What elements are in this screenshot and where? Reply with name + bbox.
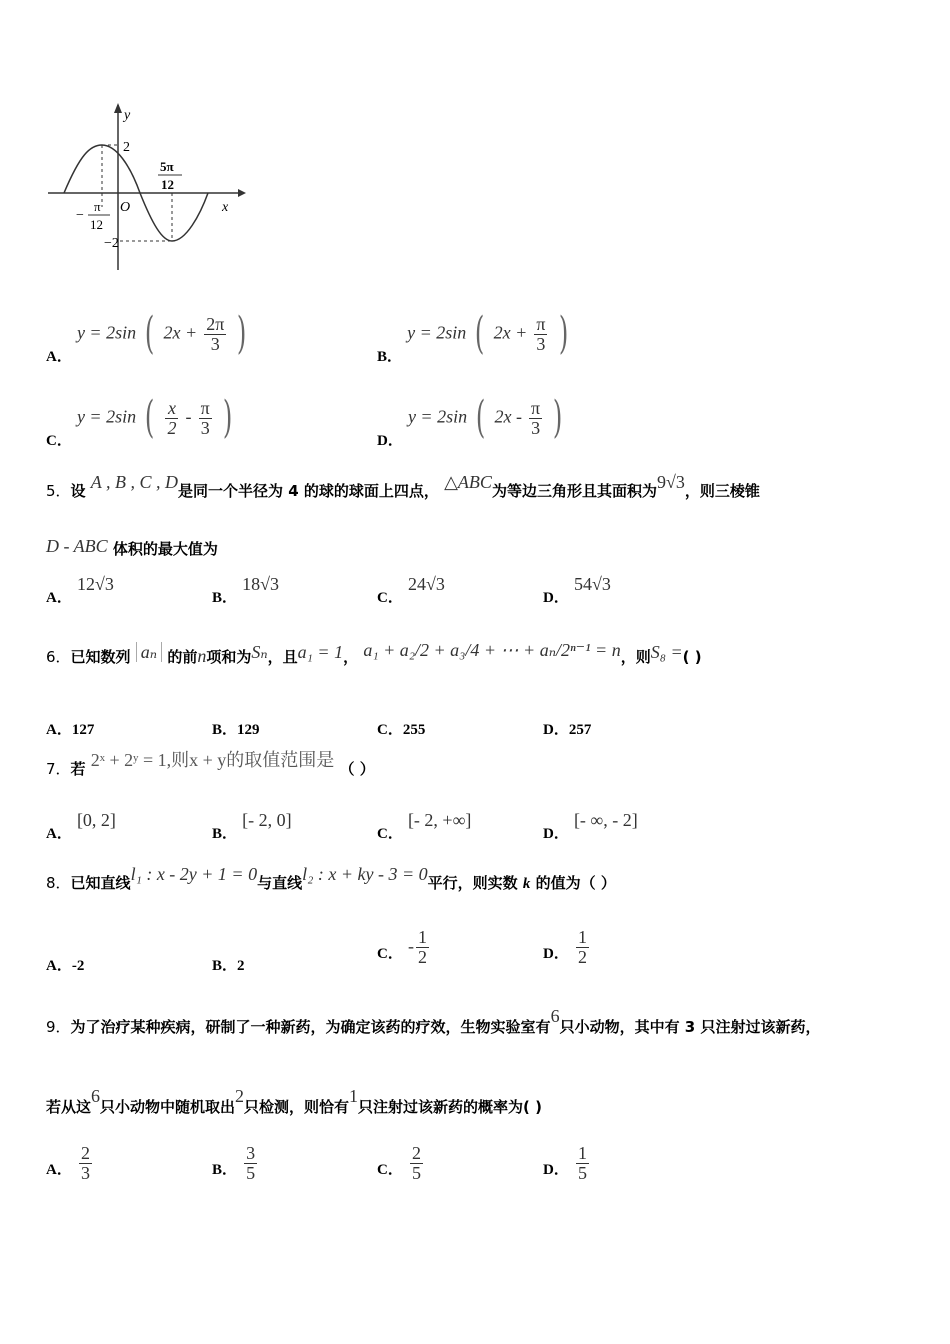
y-arrow: [114, 103, 122, 113]
q9-option-c[interactable]: [377, 1144, 425, 1183]
option-sign: -: [407, 935, 414, 956]
q4-option-a[interactable]: [46, 308, 251, 365]
question-7-stem: [46, 750, 375, 780]
q7-text-1: 若: [70, 760, 86, 778]
option-letter: B．: [212, 722, 238, 738]
formula-fraction: $\frac{2\pi}{3}$: [206, 313, 225, 354]
sine-graph: [40, 95, 250, 280]
option-value: 129: [237, 722, 260, 738]
q6-expression: a₁ + a₂/2 + a₃/4 + ⋯ + aₙ/2ⁿ⁻¹ = n: [363, 640, 621, 660]
option-letter: D．: [543, 590, 569, 606]
x-label: x: [222, 200, 229, 215]
option-value: 127: [71, 722, 95, 738]
option-value: [0, 2]: [76, 810, 116, 830]
q6-n: n: [197, 646, 207, 666]
q9-option-a[interactable]: [46, 1144, 94, 1183]
q5-text-3: 为等边三角形且其面积为: [491, 482, 657, 500]
option-letter: C．: [46, 432, 72, 449]
q9-text-3: 若从这: [46, 1098, 92, 1116]
q9-option-b[interactable]: [212, 1144, 259, 1183]
q9-text-5: 只检测，则恰有: [244, 1098, 350, 1116]
formula-lhs: y = 2sin: [407, 322, 467, 343]
origin-label: O: [120, 200, 131, 215]
q5-text-4: ，则三棱锥: [684, 482, 760, 500]
q9-option-d[interactable]: [543, 1144, 591, 1183]
q9-text-6: 只注射过该新药的概率为( ): [358, 1098, 542, 1116]
option-fraction: $\frac{2}{5}$: [411, 1143, 421, 1183]
option-value: 257: [568, 722, 592, 738]
question-number: 5．: [46, 482, 71, 500]
question-number: 7．: [46, 760, 71, 778]
q9-six: 6: [550, 1006, 560, 1026]
question-5-stem-line2: [46, 538, 218, 559]
q7-option-b[interactable]: [212, 810, 292, 842]
right-paren: ): [237, 308, 247, 359]
q9-text-4: 只小动物中随机取出: [100, 1098, 236, 1116]
option-letter: A．: [46, 826, 72, 842]
question-8-stem: [46, 864, 616, 893]
option-value: 18√3: [242, 574, 279, 594]
q7-option-c[interactable]: [377, 810, 472, 842]
q8-option-b[interactable]: [212, 954, 245, 975]
option-value: 2: [237, 958, 245, 974]
option-fraction: $\frac{3}{5}$: [246, 1143, 256, 1183]
q8-text-1: 已知直线: [70, 874, 131, 892]
question-5-stem: [46, 472, 760, 501]
q6-S8: S₈ =: [650, 642, 683, 662]
option-value: [- 2, +∞]: [407, 810, 472, 830]
option-fraction: $\frac{2}{3}$: [80, 1143, 90, 1183]
q8-text-3: 平行，则实数: [427, 874, 518, 892]
q5-area: 9√3: [656, 472, 685, 492]
q8-line-2: l₂ : x + ky - 3 = 0: [302, 864, 428, 884]
option-letter: A．: [46, 348, 72, 365]
q5-triangle: △ABC: [444, 472, 492, 492]
formula-fraction: $\frac{\pi}{3}$: [200, 397, 210, 438]
q8-k: k: [522, 876, 531, 892]
q9-text-1: 为了治疗某种疾病，研制了一种新药，为确定该药的疗效，生物实验室有: [70, 1018, 551, 1036]
q8-option-c[interactable]: [377, 928, 431, 967]
formula-lhs: y = 2sin: [76, 406, 137, 427]
q5-tetrahedron: D - ABC: [46, 536, 108, 556]
q9-six-2: 6: [91, 1086, 101, 1106]
right-paren: ): [222, 392, 233, 443]
option-letter: B．: [377, 348, 403, 365]
left-den: 12: [90, 217, 103, 232]
option-value: [- ∞, - 2]: [573, 810, 638, 830]
option-letter: D．: [543, 826, 569, 842]
option-letter: C．: [377, 945, 403, 962]
q4-option-c[interactable]: [46, 392, 236, 449]
right-num: 5π: [160, 159, 174, 174]
q6-Sn: Sₙ: [251, 642, 268, 662]
formula-fraction: $\frac{\pi}{3}$: [536, 313, 546, 354]
option-letter: B．: [212, 958, 238, 974]
option-letter: A．: [46, 1161, 72, 1178]
q7-expression: 2ˣ + 2ʸ = 1,则x + y的取值范围是: [90, 750, 335, 770]
q6-text-6: ，则: [620, 648, 651, 666]
q5-text-2: 是同一个半径为 4 的球的球面上四点，: [177, 482, 439, 500]
q5-option-a[interactable]: [46, 574, 114, 606]
option-value: 24√3: [407, 574, 445, 594]
q6-text-2: 的前: [167, 648, 198, 666]
q6-option-d[interactable]: [543, 718, 591, 739]
question-9-stem: [46, 1006, 821, 1037]
q6-text-5: ，: [343, 648, 359, 666]
option-letter: B．: [212, 826, 238, 842]
option-value: [- 2, 0]: [242, 810, 292, 830]
q7-option-a[interactable]: [46, 810, 116, 842]
option-letter: A．: [46, 590, 72, 606]
option-letter: C．: [377, 722, 403, 738]
q6-text-7: ( ): [682, 648, 702, 666]
question-number: 6．: [46, 648, 71, 666]
right-paren: ): [553, 392, 563, 443]
formula-inner: 2x +: [493, 322, 528, 343]
option-fraction: $\frac{1}{5}$: [577, 1143, 587, 1183]
q8-text-2: 与直线: [257, 874, 303, 892]
option-letter: B．: [212, 590, 238, 606]
left-sign: −: [76, 208, 84, 223]
option-value: -2: [71, 958, 85, 974]
q8-option-a[interactable]: [46, 954, 84, 975]
formula-lhs: y = 2sin: [407, 406, 468, 427]
q6-option-b[interactable]: [212, 718, 260, 739]
right-paren: ): [558, 308, 568, 359]
option-value: 12√3: [76, 574, 114, 594]
option-letter: D．: [543, 722, 569, 738]
x-arrow: [238, 189, 246, 197]
option-letter: A．: [46, 958, 72, 974]
q8-text-4: 的值为（ ）: [535, 874, 616, 892]
inner-fraction: $\frac{x}{2}$: [167, 397, 177, 438]
q5-text-1: 设: [70, 482, 86, 500]
q6-text-3: 项和为: [206, 648, 252, 666]
left-paren: (: [145, 392, 155, 443]
q9-two: 2: [235, 1086, 245, 1106]
q4-option-d[interactable]: [377, 392, 566, 449]
q6-option-a[interactable]: [46, 718, 94, 739]
y-max-label: 2: [123, 140, 130, 155]
q7-option-d[interactable]: [543, 810, 638, 842]
q6-a1: a₁ = 1: [297, 642, 344, 662]
option-letter: C．: [377, 1161, 403, 1178]
left-num: π: [94, 199, 101, 214]
option-letter: C．: [377, 826, 403, 842]
q5-option-d[interactable]: [543, 574, 611, 606]
q5-option-c[interactable]: [377, 574, 445, 606]
option-letter: D．: [377, 432, 403, 449]
option-fraction: $\frac{1}{2}$: [417, 927, 427, 967]
option-value: 255: [402, 722, 426, 738]
option-letter: A．: [46, 722, 72, 738]
left-paren: (: [476, 392, 486, 443]
option-letter: D．: [543, 945, 569, 962]
left-paren: (: [145, 308, 155, 359]
question-9-stem-line2: [46, 1086, 542, 1117]
option-fraction: $\frac{1}{2}$: [577, 927, 587, 967]
q5-option-b[interactable]: [212, 574, 279, 606]
left-paren: (: [475, 308, 485, 359]
y-min-label: −2: [104, 236, 119, 251]
q7-text-2: （ ）: [339, 760, 375, 778]
q6-text-1: 已知数列: [70, 648, 131, 666]
formula-lhs: y = 2sin: [76, 322, 137, 343]
q9-text-2: 只小动物，其中有 3 只注射过该新药，: [559, 1018, 821, 1036]
right-den: 12: [161, 177, 174, 192]
q4-option-b[interactable]: [377, 308, 572, 365]
q6-sequence: aₙ: [136, 642, 162, 662]
q6-text-4: ，且: [267, 648, 298, 666]
question-6-stem: [46, 640, 702, 667]
q8-line-1: l₁ : x - 2y + 1 = 0: [130, 864, 258, 884]
q5-points: A , B , C , D: [90, 472, 178, 492]
option-letter: D．: [543, 1161, 569, 1178]
q6-option-c[interactable]: [377, 718, 425, 739]
formula-inner: 2x +: [163, 322, 198, 343]
option-letter: C．: [377, 590, 403, 606]
y-label: y: [124, 108, 131, 123]
formula-op: -: [185, 406, 192, 427]
option-value: 54√3: [573, 574, 611, 594]
q8-option-d[interactable]: [543, 928, 591, 967]
q5-text-5: 体积的最大值为: [112, 540, 218, 558]
question-number: 8．: [46, 874, 71, 892]
formula-inner: 2x -: [494, 406, 522, 427]
option-letter: B．: [212, 1161, 238, 1178]
q9-one: 1: [349, 1086, 359, 1106]
question-number: 9．: [46, 1018, 71, 1036]
formula-fraction: $\frac{\pi}{3}$: [531, 397, 541, 438]
